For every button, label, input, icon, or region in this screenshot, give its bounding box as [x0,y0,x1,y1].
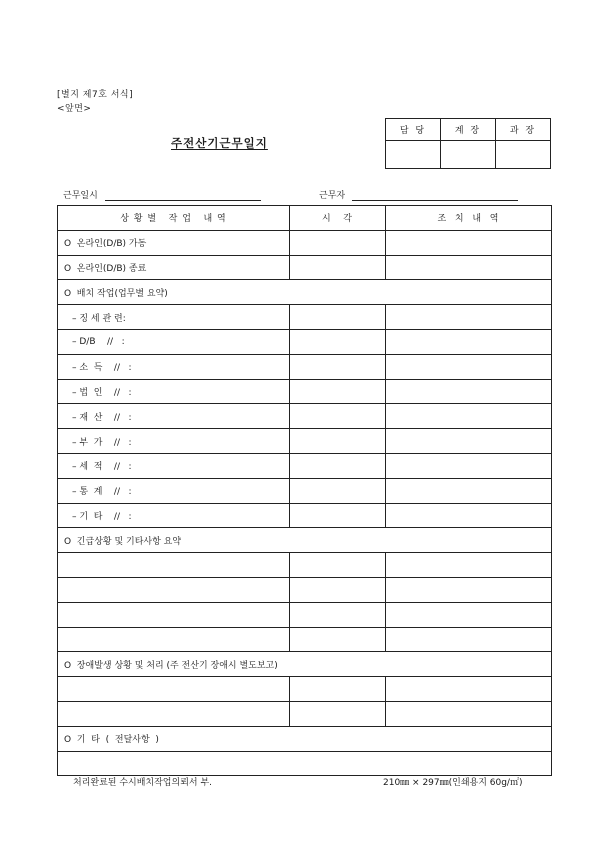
notes-cell[interactable] [58,751,552,776]
task-cell: – 징 세 관 련: [58,305,290,330]
section-heading: O 장애발생 상황 및 처리 (주 전산기 장애시 별도보고) [58,652,552,677]
table-row [58,305,552,330]
table-row [58,701,552,726]
task-entry-cell[interactable] [58,627,290,652]
work-date-field[interactable] [105,190,261,201]
action-cell[interactable] [386,255,552,280]
task-entry-cell[interactable] [58,577,290,602]
task-cell: O 온라인(D/B) 가동 [58,230,290,255]
table-row [58,354,552,379]
task-entry-cell[interactable] [58,602,290,627]
table-row [58,429,552,454]
action-cell[interactable] [386,404,552,429]
table-row [58,528,552,553]
task-entry-cell[interactable] [58,677,290,702]
table-row [58,677,552,702]
approval-header-manager: 과 장 [496,119,551,141]
action-cell[interactable] [386,503,552,528]
section-heading: O 기 타 ( 전달사항 ) [58,726,552,751]
task-cell: – 기 타 // : [58,503,290,528]
table-row [58,503,552,528]
task-cell: – D/B // : [58,329,290,354]
table-row [58,280,552,305]
action-cell[interactable] [386,677,552,702]
time-cell[interactable] [290,329,386,354]
work-date-row [63,188,261,201]
action-cell[interactable] [386,701,552,726]
side-label: <앞면> [57,104,92,114]
action-cell[interactable] [386,453,552,478]
time-cell[interactable] [290,230,386,255]
task-cell: – 통 계 // : [58,478,290,503]
action-cell[interactable] [386,305,552,330]
time-cell[interactable] [290,701,386,726]
worker-row [319,188,518,201]
table-row [58,553,552,578]
time-cell[interactable] [290,404,386,429]
time-cell[interactable] [290,305,386,330]
table-row [58,627,552,652]
time-cell[interactable] [290,429,386,454]
table-row [58,255,552,280]
action-cell[interactable] [386,577,552,602]
work-date-label: 근무일시 [63,191,98,201]
task-cell: – 세 적 // : [58,453,290,478]
action-cell[interactable] [386,429,552,454]
time-cell[interactable] [290,627,386,652]
time-cell[interactable] [290,577,386,602]
approval-sign-manager[interactable] [496,141,551,169]
time-cell[interactable] [290,602,386,627]
table-row [58,751,552,776]
time-cell[interactable] [290,354,386,379]
action-cell[interactable] [386,627,552,652]
header-task: 상 황 별 작 업 내 역 [58,206,290,231]
worker-field[interactable] [352,190,518,201]
task-entry-cell[interactable] [58,553,290,578]
approval-box [385,118,551,169]
task-entry-cell[interactable] [58,701,290,726]
approval-sign-staff[interactable] [386,141,441,169]
table-row [58,478,552,503]
time-cell[interactable] [290,553,386,578]
table-header-row [58,206,552,231]
table-row [58,726,552,751]
work-log-table [57,205,552,776]
form-number: [별지 제7호 서식] [57,90,134,100]
action-cell[interactable] [386,354,552,379]
header-action: 조 치 내 역 [386,206,552,231]
page-title: 주전산기근무일지 [171,136,268,150]
table-row [58,453,552,478]
table-row [58,652,552,677]
footer-paper-spec: 210㎜ × 297㎜(인쇄용지 60g/㎡) [383,778,523,788]
action-cell[interactable] [386,602,552,627]
time-cell[interactable] [290,453,386,478]
header-time: 시 각 [290,206,386,231]
action-cell[interactable] [386,329,552,354]
section-heading: O 배치 작업(업무별 요약) [58,280,552,305]
action-cell[interactable] [386,478,552,503]
action-cell[interactable] [386,553,552,578]
approval-header-staff: 담 당 [386,119,441,141]
table-row [58,577,552,602]
time-cell[interactable] [290,379,386,404]
approval-sign-chief[interactable] [441,141,496,169]
time-cell[interactable] [290,677,386,702]
time-cell[interactable] [290,255,386,280]
action-cell[interactable] [386,379,552,404]
action-cell[interactable] [386,230,552,255]
task-cell: – 법 인 // : [58,379,290,404]
footer-note: 처리완료된 수시배치작업의뢰서 부. [73,778,212,788]
worker-label: 근무자 [319,191,346,201]
task-cell: – 소 득 // : [58,354,290,379]
table-row [58,329,552,354]
table-row [58,404,552,429]
section-heading: O 긴급상황 및 기타사항 요약 [58,528,552,553]
approval-header-chief: 계 장 [441,119,496,141]
table-row [58,230,552,255]
time-cell[interactable] [290,503,386,528]
table-row [58,379,552,404]
task-cell: O 온라인(D/B) 종료 [58,255,290,280]
task-cell: – 부 가 // : [58,429,290,454]
task-cell: – 재 산 // : [58,404,290,429]
table-row [58,602,552,627]
time-cell[interactable] [290,478,386,503]
